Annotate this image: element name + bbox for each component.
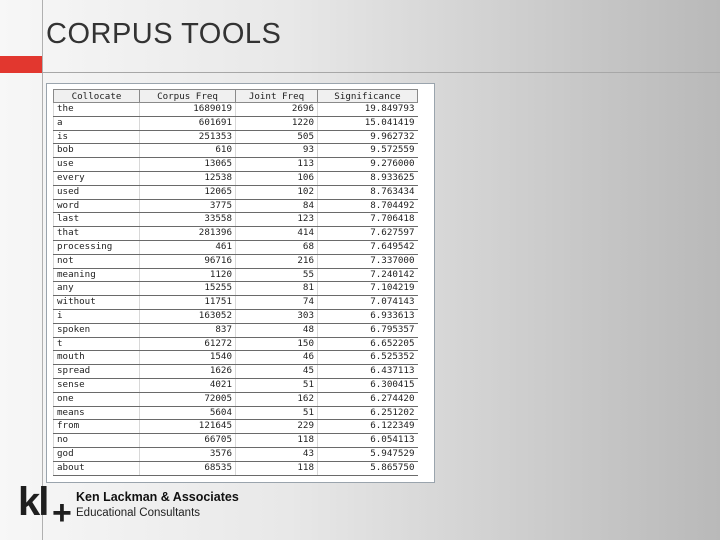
value-cell: 13065 bbox=[140, 158, 236, 172]
collocate-cell: is bbox=[54, 130, 140, 144]
value-cell: 6.795357 bbox=[318, 323, 418, 337]
collocate-cell: god bbox=[54, 447, 140, 461]
value-cell: 1626 bbox=[140, 365, 236, 379]
value-cell: 15255 bbox=[140, 282, 236, 296]
value-cell: 6.525352 bbox=[318, 351, 418, 365]
value-cell: 48 bbox=[236, 323, 318, 337]
collocate-cell: last bbox=[54, 213, 140, 227]
value-cell: 106 bbox=[236, 171, 318, 185]
table-row[interactable] bbox=[54, 365, 418, 379]
company-tagline: Educational Consultants bbox=[76, 507, 201, 519]
value-cell: 66705 bbox=[140, 434, 236, 448]
value-cell: 55 bbox=[236, 268, 318, 282]
value-cell: 9.276000 bbox=[318, 158, 418, 172]
collocate-cell: one bbox=[54, 392, 140, 406]
value-cell: 150 bbox=[236, 337, 318, 351]
collocate-table-panel bbox=[46, 83, 435, 483]
table-row[interactable] bbox=[54, 240, 418, 254]
value-cell: 8.704492 bbox=[318, 199, 418, 213]
collocate-cell: meaning bbox=[54, 268, 140, 282]
column-header[interactable]: Collocate bbox=[54, 90, 140, 103]
table-row[interactable] bbox=[54, 213, 418, 227]
table-row[interactable] bbox=[54, 171, 418, 185]
value-cell: 414 bbox=[236, 227, 318, 241]
table-row[interactable] bbox=[54, 116, 418, 130]
table-row[interactable] bbox=[54, 337, 418, 351]
value-cell: 93 bbox=[236, 144, 318, 158]
value-cell: 5.947529 bbox=[318, 447, 418, 461]
value-cell: 6.054113 bbox=[318, 434, 418, 448]
company-name: Ken Lackman & Associates bbox=[76, 490, 239, 504]
value-cell: 7.240142 bbox=[318, 268, 418, 282]
value-cell: 81 bbox=[236, 282, 318, 296]
value-cell: 74 bbox=[236, 296, 318, 310]
table-row[interactable] bbox=[54, 378, 418, 392]
value-cell: 7.706418 bbox=[318, 213, 418, 227]
value-cell: 45 bbox=[236, 365, 318, 379]
value-cell: 19.849793 bbox=[318, 103, 418, 117]
collocate-table bbox=[53, 89, 418, 476]
value-cell: 7.074143 bbox=[318, 296, 418, 310]
table-row[interactable] bbox=[54, 461, 418, 475]
value-cell: 61272 bbox=[140, 337, 236, 351]
value-cell: 84 bbox=[236, 199, 318, 213]
accent-bar bbox=[0, 56, 42, 73]
table-row[interactable] bbox=[54, 309, 418, 323]
table-row[interactable] bbox=[54, 282, 418, 296]
value-cell: 118 bbox=[236, 461, 318, 475]
slide-title: CORPUS TOOLS bbox=[46, 18, 282, 50]
collocate-cell: spread bbox=[54, 365, 140, 379]
collocate-cell: a bbox=[54, 116, 140, 130]
value-cell: 6.122349 bbox=[318, 420, 418, 434]
collocate-cell: no bbox=[54, 434, 140, 448]
value-cell: 4021 bbox=[140, 378, 236, 392]
value-cell: 1220 bbox=[236, 116, 318, 130]
table-row[interactable] bbox=[54, 268, 418, 282]
value-cell: 6.274420 bbox=[318, 392, 418, 406]
value-cell: 8.763434 bbox=[318, 185, 418, 199]
table-row[interactable] bbox=[54, 447, 418, 461]
collocate-cell: not bbox=[54, 254, 140, 268]
company-logo bbox=[18, 480, 74, 532]
value-cell: 163052 bbox=[140, 309, 236, 323]
value-cell: 229 bbox=[236, 420, 318, 434]
vertical-rule bbox=[42, 0, 43, 540]
collocate-cell: the bbox=[54, 103, 140, 117]
value-cell: 118 bbox=[236, 434, 318, 448]
collocate-cell: from bbox=[54, 420, 140, 434]
table-header-row bbox=[54, 90, 418, 103]
value-cell: 102 bbox=[236, 185, 318, 199]
table-row[interactable] bbox=[54, 406, 418, 420]
value-cell: 68535 bbox=[140, 461, 236, 475]
collocate-cell: i bbox=[54, 309, 140, 323]
table-row[interactable] bbox=[54, 392, 418, 406]
value-cell: 7.104219 bbox=[318, 282, 418, 296]
value-cell: 837 bbox=[140, 323, 236, 337]
value-cell: 303 bbox=[236, 309, 318, 323]
collocate-cell: sense bbox=[54, 378, 140, 392]
collocate-cell: use bbox=[54, 158, 140, 172]
collocate-cell: that bbox=[54, 227, 140, 241]
value-cell: 8.933625 bbox=[318, 171, 418, 185]
table-row[interactable] bbox=[54, 158, 418, 172]
value-cell: 113 bbox=[236, 158, 318, 172]
table-row[interactable] bbox=[54, 185, 418, 199]
value-cell: 6.933613 bbox=[318, 309, 418, 323]
collocate-cell: t bbox=[54, 337, 140, 351]
value-cell: 7.649542 bbox=[318, 240, 418, 254]
table-row[interactable] bbox=[54, 227, 418, 241]
value-cell: 43 bbox=[236, 447, 318, 461]
table-row[interactable] bbox=[54, 199, 418, 213]
value-cell: 7.627597 bbox=[318, 227, 418, 241]
value-cell: 6.652205 bbox=[318, 337, 418, 351]
value-cell: 121645 bbox=[140, 420, 236, 434]
value-cell: 15.041419 bbox=[318, 116, 418, 130]
collocate-cell: used bbox=[54, 185, 140, 199]
value-cell: 51 bbox=[236, 378, 318, 392]
value-cell: 5.865750 bbox=[318, 461, 418, 475]
value-cell: 251353 bbox=[140, 130, 236, 144]
table-body bbox=[54, 103, 418, 476]
value-cell: 6.251202 bbox=[318, 406, 418, 420]
value-cell: 72005 bbox=[140, 392, 236, 406]
value-cell: 461 bbox=[140, 240, 236, 254]
collocate-cell: word bbox=[54, 199, 140, 213]
collocate-cell: without bbox=[54, 296, 140, 310]
column-header[interactable]: Corpus Freq bbox=[140, 90, 236, 103]
value-cell: 1120 bbox=[140, 268, 236, 282]
value-cell: 123 bbox=[236, 213, 318, 227]
table-row[interactable] bbox=[54, 130, 418, 144]
value-cell: 281396 bbox=[140, 227, 236, 241]
value-cell: 6.300415 bbox=[318, 378, 418, 392]
value-cell: 12538 bbox=[140, 171, 236, 185]
table-row[interactable] bbox=[54, 103, 418, 117]
title-rule bbox=[42, 72, 720, 73]
value-cell: 68 bbox=[236, 240, 318, 254]
column-header[interactable]: Joint Freq bbox=[236, 90, 318, 103]
collocate-cell: means bbox=[54, 406, 140, 420]
collocate-cell: any bbox=[54, 282, 140, 296]
value-cell: 162 bbox=[236, 392, 318, 406]
value-cell: 9.962732 bbox=[318, 130, 418, 144]
value-cell: 3576 bbox=[140, 447, 236, 461]
value-cell: 6.437113 bbox=[318, 365, 418, 379]
table-row[interactable] bbox=[54, 254, 418, 268]
value-cell: 33558 bbox=[140, 213, 236, 227]
value-cell: 601691 bbox=[140, 116, 236, 130]
value-cell: 9.572559 bbox=[318, 144, 418, 158]
table-row[interactable] bbox=[54, 420, 418, 434]
value-cell: 610 bbox=[140, 144, 236, 158]
collocate-cell: every bbox=[54, 171, 140, 185]
collocate-cell: spoken bbox=[54, 323, 140, 337]
collocate-cell: about bbox=[54, 461, 140, 475]
collocate-cell: bob bbox=[54, 144, 140, 158]
value-cell: 1540 bbox=[140, 351, 236, 365]
value-cell: 11751 bbox=[140, 296, 236, 310]
value-cell: 505 bbox=[236, 130, 318, 144]
table-row[interactable] bbox=[54, 323, 418, 337]
column-header[interactable]: Significance bbox=[318, 90, 418, 103]
table-row[interactable] bbox=[54, 144, 418, 158]
value-cell: 51 bbox=[236, 406, 318, 420]
value-cell: 5604 bbox=[140, 406, 236, 420]
plus-icon: + bbox=[52, 494, 72, 532]
table-row[interactable] bbox=[54, 351, 418, 365]
value-cell: 46 bbox=[236, 351, 318, 365]
value-cell: 7.337000 bbox=[318, 254, 418, 268]
collocate-cell: mouth bbox=[54, 351, 140, 365]
value-cell: 96716 bbox=[140, 254, 236, 268]
table-row[interactable] bbox=[54, 434, 418, 448]
collocate-cell: processing bbox=[54, 240, 140, 254]
value-cell: 3775 bbox=[140, 199, 236, 213]
value-cell: 1689019 bbox=[140, 103, 236, 117]
value-cell: 12065 bbox=[140, 185, 236, 199]
logo-letters: kl bbox=[18, 480, 48, 524]
value-cell: 216 bbox=[236, 254, 318, 268]
table-row[interactable] bbox=[54, 296, 418, 310]
value-cell: 2696 bbox=[236, 103, 318, 117]
